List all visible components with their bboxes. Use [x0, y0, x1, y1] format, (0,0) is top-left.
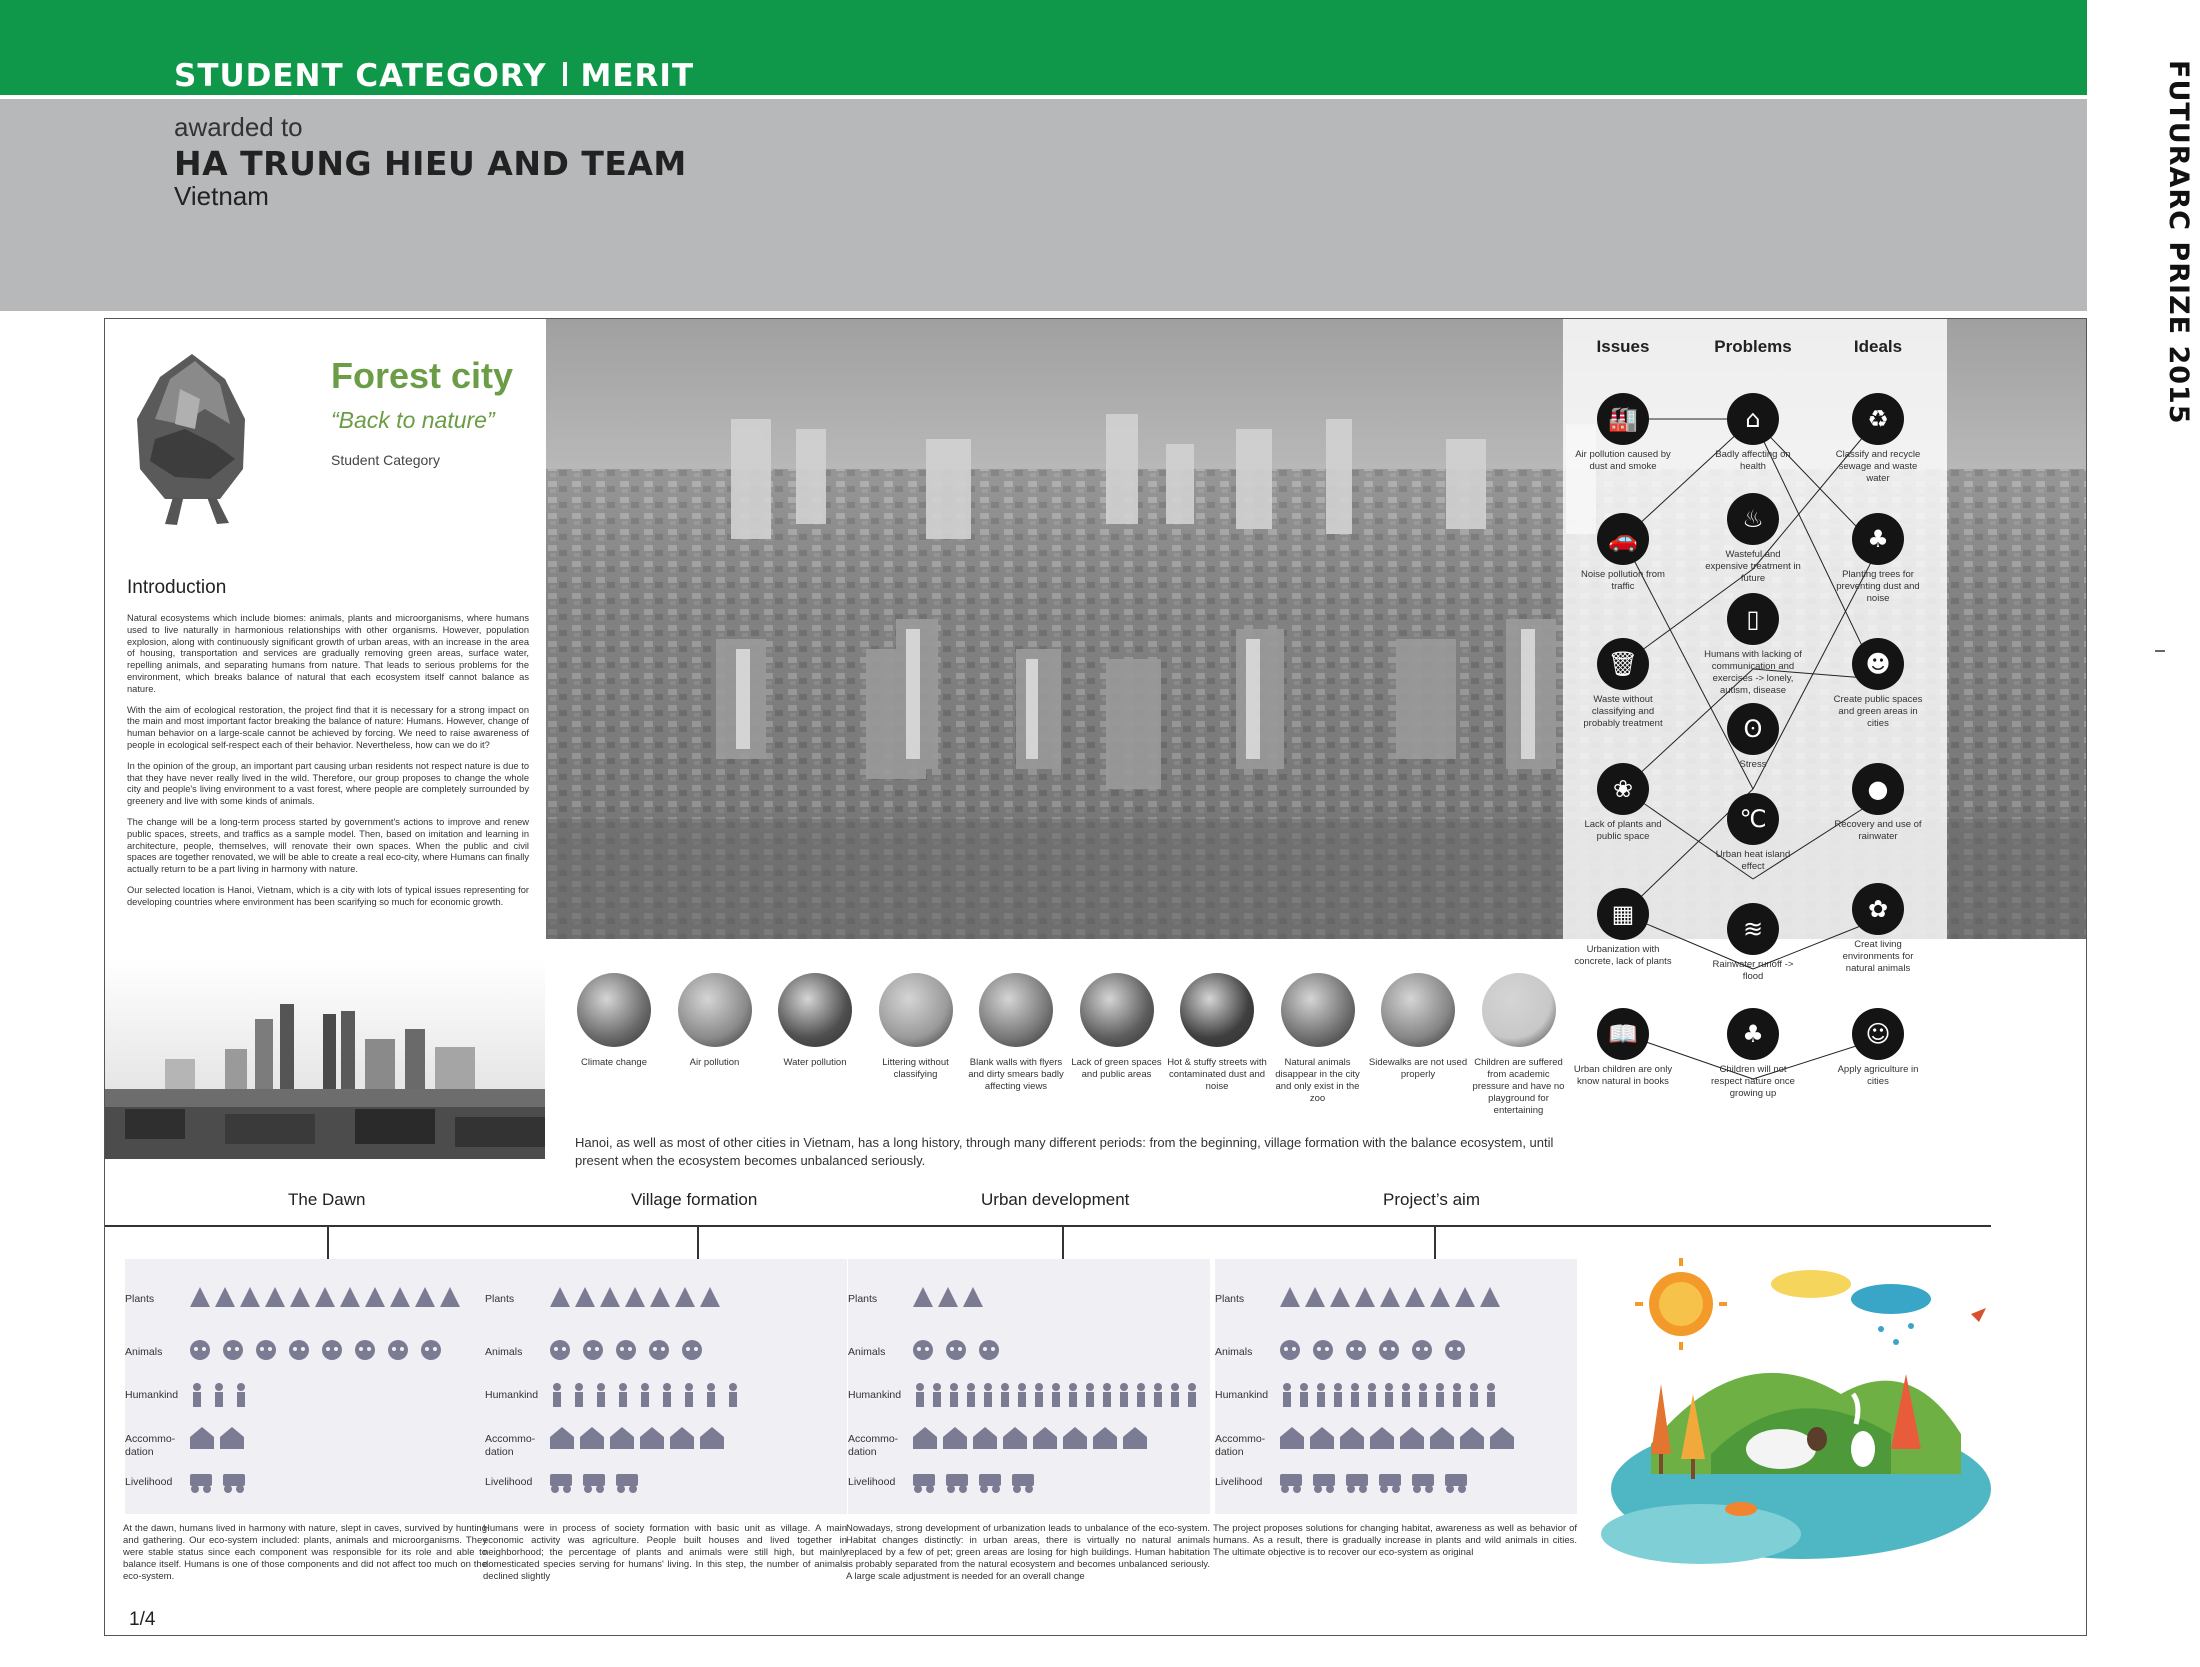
- header-green-bar: [0, 0, 2087, 95]
- plant-icon: ❀: [1597, 763, 1649, 815]
- accommodation-icon: [1400, 1427, 1424, 1449]
- livelihood-icon: [1012, 1474, 1034, 1493]
- accommodation-icon: [1460, 1427, 1484, 1449]
- plants-icon: [913, 1287, 933, 1307]
- intro-paragraph: With the aim of ecological restoration, the project find that it is necessary for a strong impact on the main and most important factor breaking the balance of nature: Humans. However, change of human behavior on a large-scale cannot be achieved by forcing. We need to raise awareness of people in ecological self-respect each of their behavior. Nevertheless, how can we do it?: [127, 704, 529, 750]
- livelihood-icon: [979, 1474, 1001, 1493]
- humans-icon: [1487, 1383, 1495, 1407]
- era-icon-grid: [848, 1259, 1210, 1514]
- humans-icon: [193, 1383, 201, 1407]
- trash-bin-icon: 🗑: [1597, 638, 1649, 690]
- project-subtitle: “Back to nature”: [331, 407, 495, 433]
- timeline-tick: [1062, 1225, 1064, 1259]
- winner-country: Vietnam: [174, 181, 269, 211]
- column-heading-issues: Issues: [1596, 337, 1650, 356]
- humans-icon: [619, 1383, 627, 1407]
- plants-icon: [365, 1287, 385, 1307]
- plants-icon: [700, 1287, 720, 1307]
- livelihood-icon: [1346, 1474, 1368, 1493]
- animals-icon: [979, 1340, 999, 1360]
- accommodation-icon: [913, 1427, 937, 1449]
- era-row-label: Animals: [1215, 1346, 1253, 1358]
- plants-icon: [340, 1287, 360, 1307]
- humans-icon: [933, 1383, 941, 1407]
- plants-icon: [600, 1287, 620, 1307]
- humans-icon: [1317, 1383, 1325, 1407]
- animals-icon: [421, 1340, 441, 1360]
- era-row-label: Livelihood: [1215, 1476, 1263, 1488]
- hanoi-skyline-photo: [105, 959, 545, 1159]
- thumbnail-photo: [778, 973, 852, 1047]
- animals-icon: [550, 1340, 570, 1360]
- page-number: 1/4: [129, 1609, 156, 1630]
- smile-icon: ☺: [1852, 1008, 1904, 1060]
- issues-label: Waste without classifying and probably treatment: [1583, 694, 1663, 729]
- problems-label: Wasteful and expensive treatment in future: [1705, 549, 1801, 584]
- thumbnail-photo: [577, 973, 651, 1047]
- humans-icon: [237, 1383, 245, 1407]
- humans-icon: [984, 1383, 992, 1407]
- humans-icon: [1120, 1383, 1128, 1407]
- plants-icon: [265, 1287, 285, 1307]
- livelihood-icon: [1280, 1474, 1302, 1493]
- problems-label: Humans with lacking of communication and exercises -> lonely, autism, disease: [1704, 649, 1802, 696]
- accommodation-icon: [1370, 1427, 1394, 1449]
- animals-icon: [1280, 1340, 1300, 1360]
- era-row-label: Humankind: [125, 1389, 179, 1401]
- column-heading-problems: Problems: [1714, 337, 1792, 356]
- era-row-label: Livelihood: [125, 1476, 173, 1488]
- thumbnail-caption: Littering without classifying: [882, 1057, 949, 1080]
- plants-icon: [650, 1287, 670, 1307]
- accommodation-icon: [640, 1427, 664, 1449]
- humans-icon: [1188, 1383, 1196, 1407]
- thumbnail-caption: Lack of green spaces and public areas: [1071, 1057, 1162, 1080]
- era-label-aim: Project’s aim: [1383, 1190, 1480, 1209]
- plants-icon: [390, 1287, 410, 1307]
- thumbnail-caption: Natural animals disappear in the city and only exist in the zoo: [1275, 1057, 1360, 1104]
- issues-label: Lack of plants and public space: [1584, 819, 1662, 842]
- animals-icon: [682, 1340, 702, 1360]
- humans-icon: [575, 1383, 583, 1407]
- era-icon-grid: [485, 1259, 847, 1514]
- recycle-icon: ♻: [1852, 393, 1904, 445]
- thumbnail-photo: [1180, 973, 1254, 1047]
- thumbnail-caption: Hot & stuffy streets with contaminated dust and noise: [1167, 1057, 1267, 1092]
- era-label-urban: Urban development: [981, 1190, 1130, 1209]
- thumbnail-caption: Blank walls with flyers and dirty smears badly affecting views: [968, 1057, 1064, 1092]
- era-row-label: Accommo- dation: [125, 1433, 176, 1458]
- problems-label: Urban heat island effect: [1715, 849, 1791, 872]
- animals-icon: [1346, 1340, 1366, 1360]
- humans-icon: [1453, 1383, 1461, 1407]
- ideals-label: Planting trees for preventing dust and noise: [1836, 569, 1920, 604]
- timeline-axis: [105, 1225, 1991, 1227]
- accommodation-icon: [1123, 1427, 1147, 1449]
- humans-icon: [1154, 1383, 1162, 1407]
- livelihood-icon: [190, 1474, 212, 1493]
- era-row-label: Plants: [1215, 1293, 1245, 1305]
- humans-icon: [685, 1383, 693, 1407]
- ideals-label: Recovery and use of rainwater: [1834, 819, 1922, 842]
- accommodation-icon: [580, 1427, 604, 1449]
- plants-icon: [625, 1287, 645, 1307]
- waste-icon: ♨: [1727, 493, 1779, 545]
- trees-icon: ♣: [1852, 513, 1904, 565]
- thumbnail-photo: [1482, 973, 1556, 1047]
- era-row-label: Livelihood: [485, 1476, 533, 1488]
- humans-icon: [1334, 1383, 1342, 1407]
- accommodation-icon: [943, 1427, 967, 1449]
- thumbnail-photo: [1381, 973, 1455, 1047]
- accommodation-icon: [1340, 1427, 1364, 1449]
- animals-icon: [223, 1340, 243, 1360]
- plants-icon: [938, 1287, 958, 1307]
- era-row-label: Plants: [848, 1293, 878, 1305]
- car-icon: 🚗: [1597, 513, 1649, 565]
- thumbnail-caption: Children are suffered from academic pressure and have no playground for entertaining: [1472, 1057, 1565, 1116]
- humans-icon: [950, 1383, 958, 1407]
- era-row-label: Animals: [125, 1346, 163, 1358]
- animals-icon: [289, 1340, 309, 1360]
- humans-icon: [1300, 1383, 1308, 1407]
- era-row-label: Accommo- dation: [1215, 1433, 1266, 1458]
- humans-icon: [729, 1383, 737, 1407]
- rain-icon: ≋: [1727, 903, 1779, 955]
- accommodation-icon: [220, 1427, 244, 1449]
- era-row-label: Humankind: [1215, 1389, 1269, 1401]
- era-description: At the dawn, humans lived in harmony with nature, slept in caves, survived by hunting and gathering. Our eco-system included: plants, animals and microorganisms. They were stable status since each component was responsible for its role and able to balance itself. Humans is one of those components and did not affect too much on the eco-system.: [123, 1523, 487, 1582]
- thumbnail-caption: Water pollution: [783, 1057, 847, 1068]
- humans-icon: [553, 1383, 561, 1407]
- era-panel: [125, 1259, 487, 1514]
- era-description: Nowadays, strong development of urbanization leads to unbalance of the eco-system. Habitat changes distinctly: in urban areas, there is virtually no natural animals replaced by a few of pet; green areas are losing for high buildings. Human habitation is probably separated from the natural ecosystem and becomes unbalanced seriously. A large scale adjustment is needed for an overall change: [846, 1523, 1210, 1582]
- introduction: [127, 577, 529, 918]
- plants-icon: [1455, 1287, 1475, 1307]
- squirrel-icon: ✿: [1852, 883, 1904, 935]
- accommodation-icon: [1093, 1427, 1117, 1449]
- project-title-block: [331, 355, 513, 468]
- thumbnail-photo: [879, 973, 953, 1047]
- thumbnail-caption: Air pollution: [689, 1057, 740, 1068]
- humans-icon: [1001, 1383, 1009, 1407]
- animals-icon: [649, 1340, 669, 1360]
- livelihood-icon: [1412, 1474, 1434, 1493]
- intro-paragraph: Our selected location is Hanoi, Vietnam, which is a city with lots of typical issues representing for developing countries where environment has been scarifying so much for economic growth.: [127, 884, 529, 907]
- tree-mascot-icon: [125, 349, 260, 529]
- water-drop-icon: ●: [1852, 763, 1904, 815]
- plants-icon: [550, 1287, 570, 1307]
- era-panel: [848, 1259, 1210, 1514]
- animals-icon: [583, 1340, 603, 1360]
- plants-icon: [240, 1287, 260, 1307]
- accommodation-icon: [1033, 1427, 1057, 1449]
- problems-label: Stress: [1739, 759, 1767, 770]
- hospital-icon: ⌂: [1727, 393, 1779, 445]
- plants-icon: [1480, 1287, 1500, 1307]
- building-icon: ▦: [1597, 888, 1649, 940]
- column-heading-ideals: Ideals: [1853, 337, 1903, 356]
- animals-icon: [946, 1340, 966, 1360]
- humans-icon: [1368, 1383, 1376, 1407]
- people-icon: ☻: [1852, 638, 1904, 690]
- animals-icon: [1313, 1340, 1333, 1360]
- animals-icon: [1379, 1340, 1399, 1360]
- plants-icon: [1280, 1287, 1300, 1307]
- plants-icon: [963, 1287, 983, 1307]
- animals-icon: [1445, 1340, 1465, 1360]
- era-row-label: Animals: [848, 1346, 886, 1358]
- plants-icon: [1405, 1287, 1425, 1307]
- intro-heading: Introduction: [127, 577, 227, 598]
- poster-board: [104, 318, 2087, 1636]
- livelihood-icon: [583, 1474, 605, 1493]
- humans-icon: [1137, 1383, 1145, 1407]
- era-row-label: Livelihood: [848, 1476, 896, 1488]
- plants-icon: [1330, 1287, 1350, 1307]
- accommodation-icon: [550, 1427, 574, 1449]
- livelihood-icon: [1313, 1474, 1335, 1493]
- animals-icon: [355, 1340, 375, 1360]
- accommodation-icon: [1430, 1427, 1454, 1449]
- side-title: FUTURARC PRIZE 2015: [2163, 60, 2194, 425]
- awarded-to-label: awarded to: [174, 112, 303, 142]
- intro-paragraph: The change will be a long-term process started by government's actions to improve and renew public spaces, streets, and traffics as a sample model. Then, based on imitation and learning in architecture, people, themselves, will renovate their own spaces. When the public and civil spaces are together renovated, we will be able to create a real eco-city, where Humans can finally actually return to be a part living in harmony with nature.: [127, 816, 529, 875]
- humans-icon: [1402, 1383, 1410, 1407]
- era-icon-grid: [1215, 1259, 1577, 1514]
- side-tick: [2155, 650, 2165, 652]
- plants-icon: [1355, 1287, 1375, 1307]
- issues-label: Urban children are only know natural in books: [1573, 1064, 1673, 1087]
- plants-icon: [315, 1287, 335, 1307]
- animals-icon: [388, 1340, 408, 1360]
- hanoi-caption: Hanoi, as well as most of other cities in Vietnam, has a long history, through many different periods: from the beginning, village formation with the balance ecosystem, until present when the ecosystem becomes unbalanced seriously.: [575, 1135, 1554, 1169]
- humans-icon: [641, 1383, 649, 1407]
- era-panel: [1215, 1259, 1577, 1514]
- era-panel: [485, 1259, 847, 1514]
- era-row-label: Animals: [485, 1346, 523, 1358]
- animals-icon: [913, 1340, 933, 1360]
- livelihood-icon: [550, 1474, 572, 1493]
- era-row-label: Humankind: [848, 1389, 902, 1401]
- humans-icon: [597, 1383, 605, 1407]
- timeline-tick: [697, 1225, 699, 1259]
- era-row-label: Plants: [125, 1293, 155, 1305]
- humans-icon: [1436, 1383, 1444, 1407]
- book-icon: 📖: [1597, 1008, 1649, 1060]
- humans-icon: [215, 1383, 223, 1407]
- plants-icon: [1380, 1287, 1400, 1307]
- accommodation-icon: [190, 1427, 214, 1449]
- humans-icon: [1103, 1383, 1111, 1407]
- issues-problems-ideals-diagram: [1563, 319, 1947, 1099]
- animals-icon: [616, 1340, 636, 1360]
- thumbnail-caption: Climate change: [580, 1057, 647, 1068]
- award-text: MERIT: [580, 58, 695, 94]
- era-row-label: Accommo- dation: [485, 1433, 536, 1458]
- humans-icon: [707, 1383, 715, 1407]
- stress-icon: ʘ: [1727, 703, 1779, 755]
- problems-label: Rainwater runoff -> flood: [1712, 959, 1794, 982]
- humans-icon: [1419, 1383, 1427, 1407]
- livelihood-icon: [1445, 1474, 1467, 1493]
- problems-label: Children will not respect nature once growing up: [1711, 1064, 1795, 1099]
- humans-icon: [1069, 1383, 1077, 1407]
- thumbnail-photo: [1080, 973, 1154, 1047]
- animals-icon: [256, 1340, 276, 1360]
- plants-icon: [1305, 1287, 1325, 1307]
- era-label-village: Village formation: [631, 1190, 758, 1209]
- humans-icon: [916, 1383, 924, 1407]
- era-icon-grid: [125, 1259, 487, 1514]
- humans-icon: [1351, 1383, 1359, 1407]
- ideals-label: Classify and recycle sewage and waste water: [1835, 449, 1921, 484]
- era-row-label: Plants: [485, 1293, 515, 1305]
- winner-name: HA TRUNG HIEU AND TEAM: [174, 144, 687, 183]
- phone-icon: ▯: [1727, 593, 1779, 645]
- livelihood-icon: [616, 1474, 638, 1493]
- thumbnail-photo: [678, 973, 752, 1047]
- thumbnail-photo: [1281, 973, 1355, 1047]
- plants-icon: [440, 1287, 460, 1307]
- accommodation-icon: [610, 1427, 634, 1449]
- humans-icon: [1171, 1383, 1179, 1407]
- issues-label: Noise pollution from traffic: [1581, 569, 1665, 592]
- accommodation-icon: [700, 1427, 724, 1449]
- project-category: Student Category: [331, 452, 440, 468]
- livelihood-icon: [1379, 1474, 1401, 1493]
- livelihood-icon: [223, 1474, 245, 1493]
- era-row-label: Accommo- dation: [848, 1433, 899, 1458]
- humans-icon: [663, 1383, 671, 1407]
- ideals-label: Create public spaces and green areas in cities: [1833, 694, 1923, 729]
- stump-icon: ♣: [1727, 1008, 1779, 1060]
- humans-icon: [1052, 1383, 1060, 1407]
- livelihood-icon: [946, 1474, 968, 1493]
- timeline-tick: [327, 1225, 329, 1259]
- thumbnail-caption: Sidewalks are not used properly: [1368, 1057, 1468, 1080]
- thermometer-icon: ℃: [1727, 793, 1779, 845]
- accommodation-icon: [973, 1427, 997, 1449]
- plants-icon: [215, 1287, 235, 1307]
- era-label-dawn: The Dawn: [288, 1190, 366, 1209]
- plants-icon: [415, 1287, 435, 1307]
- animals-icon: [190, 1340, 210, 1360]
- factory-icon: 🏭: [1597, 393, 1649, 445]
- humans-icon: [1385, 1383, 1393, 1407]
- accommodation-icon: [1490, 1427, 1514, 1449]
- award-line: [174, 58, 694, 94]
- era-row-label: Humankind: [485, 1389, 539, 1401]
- issues-label: Air pollution caused by dust and smoke: [1575, 449, 1671, 472]
- problems-label: Badly affecting on health: [1715, 449, 1791, 472]
- animals-icon: [1412, 1340, 1432, 1360]
- era-description: Humans were in process of society formation with basic unit as village. A main economic activity was agriculture. People built houses and lived together in neighborhood; the percentage of plants and animals were still high, but mainly domesticated species serving for humans' living. In this step, the number of animals declined slightly: [483, 1523, 847, 1582]
- project-title: Forest city: [331, 355, 514, 396]
- accommodation-icon: [1063, 1427, 1087, 1449]
- intro-paragraph: In the opinion of the group, an important part causing urban residents not respect nature is due to that they have never really lived in the wild. Therefore, our group proposes to change the whole city and people's living environment to a vast forest, where people are completely surrounded by greenery and live with some kinds of animals.: [127, 760, 529, 807]
- plants-icon: [575, 1287, 595, 1307]
- ideals-label: Creat living environments for natural animals: [1842, 939, 1914, 974]
- winner-band: [0, 99, 2087, 311]
- thumbnail-photo: [979, 973, 1053, 1047]
- plants-icon: [675, 1287, 695, 1307]
- humans-icon: [1035, 1383, 1043, 1407]
- ideals-label: Apply agriculture in cities: [1837, 1064, 1919, 1087]
- humans-icon: [1086, 1383, 1094, 1407]
- issues-label: Urbanization with concrete, lack of plants: [1574, 944, 1672, 967]
- humans-icon: [1018, 1383, 1026, 1407]
- accommodation-icon: [1310, 1427, 1334, 1449]
- livelihood-icon: [913, 1474, 935, 1493]
- accommodation-icon: [1280, 1427, 1304, 1449]
- plants-icon: [1430, 1287, 1450, 1307]
- accommodation-icon: [1003, 1427, 1027, 1449]
- era-description: The project proposes solutions for changing habitat, awareness as well as behavior of humans. As a result, there is gradually increase in plants and wild animals in cities. The ultimate objective is to recover our eco-system as original: [1213, 1523, 1577, 1558]
- intro-paragraph: Natural ecosystems which include biomes: animals, plants and microorganisms, where humans used to live naturally in harmonious relationships with other organisms. However, population explosion, along with continuously significant growth of urban areas, with an increase in the area of housing, transportation and services are gradually removing green areas, surface water, repelling animals, and separating humans from nature. That leads to serious problems for the environment, which breaks balance of natural that each ecosystem itself cannot balance as nature.: [127, 613, 529, 694]
- category-text: STUDENT CATEGORY: [174, 58, 547, 94]
- humans-icon: [967, 1383, 975, 1407]
- eco-city-illustration: [1591, 1244, 1991, 1574]
- animals-icon: [322, 1340, 342, 1360]
- timeline-tick: [1434, 1225, 1436, 1259]
- humans-icon: [1283, 1383, 1291, 1407]
- accommodation-icon: [670, 1427, 694, 1449]
- plants-icon: [190, 1287, 210, 1307]
- plants-icon: [290, 1287, 310, 1307]
- separator: [563, 62, 567, 86]
- humans-icon: [1470, 1383, 1478, 1407]
